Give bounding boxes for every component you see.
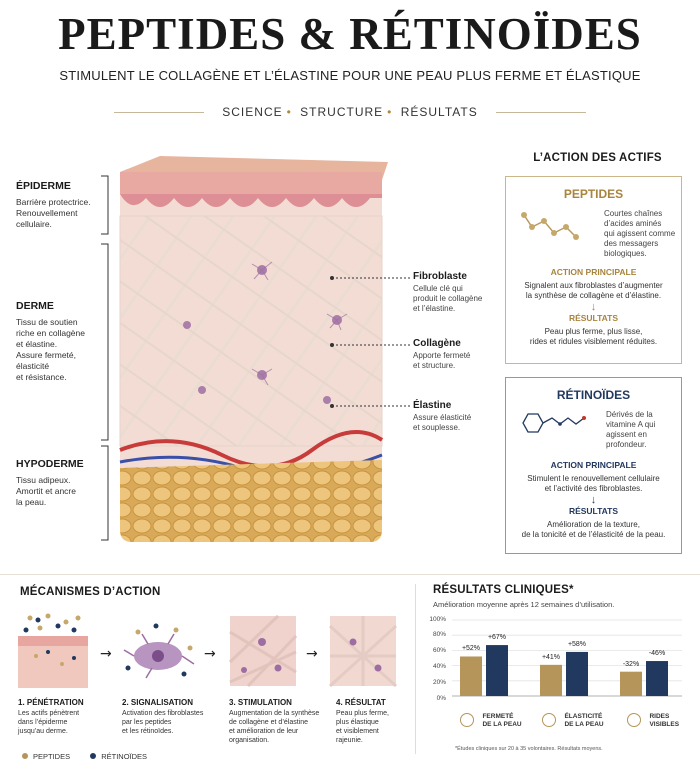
legend-retinoides-swatch (90, 753, 96, 759)
text-line: agissent en (606, 430, 647, 439)
arrow-right-icon: → (100, 646, 112, 662)
retinoides-action-heading: ACTION PRINCIPALE (550, 460, 637, 470)
text-line: rajeunie. (336, 737, 363, 744)
y-tick-label: 40% (432, 663, 446, 670)
retinoides-action-text (506, 474, 681, 494)
retinoid-molecule-icon (516, 406, 596, 440)
text-line: la synthèse de collagène et d’élastine. (525, 291, 662, 300)
data-label: +41% (541, 653, 561, 661)
text-line: Cellule clé qui (413, 284, 463, 293)
text-line: profondeur. (606, 440, 647, 449)
retinoides-desc (606, 410, 680, 450)
text-line: jusqu’au derme. (18, 728, 68, 735)
step2-illustration (124, 624, 194, 679)
legend-retinoides-label: RÉTINOÏDES (101, 752, 148, 761)
elasticity-icon (542, 713, 556, 727)
legend-peptides-label: PEPTIDES (33, 752, 71, 761)
bar-peptides (620, 672, 642, 696)
text-line: par les peptides (122, 719, 172, 726)
y-tick-label: 100% (429, 616, 446, 623)
y-tick-label: 20% (432, 679, 446, 686)
wrinkles-icon (627, 713, 641, 727)
text-line: rides et ridules visiblement réduites. (529, 337, 658, 346)
mecanismes-heading: MÉCANISMES D’ACTION (20, 586, 161, 598)
text-line: organisation. (229, 737, 270, 744)
layer-derme-text (16, 317, 101, 383)
step-4 (336, 698, 416, 745)
text-line: VISIBLES (649, 721, 680, 728)
text-line: DE LA PEAU (564, 721, 604, 728)
tagline-dot: • (286, 105, 292, 119)
page-title: PEPTIDES & RÉTINOÏDES (58, 9, 642, 59)
retinoides-result-text (506, 520, 681, 540)
step-2 (122, 698, 222, 736)
chart-title: RÉSULTATS CLINIQUES* (433, 584, 574, 596)
text-line: et les rétinoïdes. (122, 728, 174, 735)
step-1 (18, 698, 108, 736)
data-label: +67% (487, 634, 507, 642)
layer-hypoderme-text (16, 475, 101, 508)
y-tick-label: 0% (436, 695, 446, 702)
step1-illustration (18, 614, 88, 689)
bar-retinoides (486, 645, 508, 696)
annotation-elastine-text (413, 413, 503, 433)
text-line: produit le collagène (413, 294, 483, 303)
step-2-text (122, 709, 222, 736)
text-line: vitamine A qui (606, 420, 656, 429)
text-line: et élastine. (16, 339, 58, 349)
layer-epiderme-name: ÉPIDERME (16, 180, 71, 192)
peptides-title: PEPTIDES (563, 187, 624, 201)
text-line: de la tonicité et de l’élasticité de la peau. (521, 530, 666, 539)
text-line: d’acides aminés (604, 219, 662, 228)
tagline (0, 105, 700, 119)
layer-derme-name: DERME (16, 300, 54, 312)
legend (22, 752, 147, 761)
text-line: Peau plus ferme, plus lisse, (544, 327, 643, 336)
text-line: DE LA PEAU (482, 721, 522, 728)
layer-derme (16, 300, 101, 383)
text-line: et l’élastine. (413, 304, 456, 313)
clinical-results-chart (452, 616, 682, 704)
step-1-title: 1. PÉNÉTRATION (18, 698, 84, 707)
step4-illustration (330, 616, 396, 686)
data-label: -32% (622, 660, 640, 668)
text-line: Barrière protectrice. (16, 197, 91, 207)
arrow-right-icon: → (204, 646, 216, 662)
peptides-card (505, 176, 682, 364)
retinoides-title: RÉTINOÏDES (556, 388, 631, 402)
category-elasticite (542, 713, 604, 731)
tagline-word: STRUCTURE (300, 105, 384, 119)
category-fermete (460, 713, 522, 731)
tagline-word: RÉSULTATS (400, 105, 478, 119)
text-line: Amélioration de la texture, (547, 520, 640, 529)
text-line: Dérivés de la (606, 410, 653, 419)
text-line: qui agissent comme (604, 229, 676, 238)
text-line: de collagène et d’élastine (229, 719, 309, 726)
text-line: riche en collagène (16, 328, 85, 338)
retinoides-action (506, 460, 681, 540)
layer-epiderme (16, 180, 101, 230)
bar-retinoides (566, 652, 588, 696)
text-line: dans l’épiderme (18, 719, 68, 726)
text-line: et visiblement (336, 728, 379, 735)
data-label: -46% (648, 650, 666, 658)
annotation-fibroblaste-name: Fibroblaste (413, 271, 467, 282)
text-line: Apporte fermeté (413, 351, 471, 360)
peptide-molecule-icon (518, 207, 588, 247)
tagline-dot: • (387, 105, 393, 119)
tagline-rule-right (496, 112, 586, 113)
text-line: des messagers (604, 239, 659, 248)
text-line: et structure. (413, 361, 456, 370)
bar-retinoides (646, 661, 668, 696)
y-tick-label: 60% (432, 647, 446, 654)
annotation-leaders (330, 270, 420, 420)
annotation-fibroblaste-text (413, 284, 503, 314)
category-fermete-label (482, 713, 521, 729)
chart-footnote: *Études cliniques sur 20 à 35 volontaires. Résultats moyens. (455, 746, 603, 752)
text-line: Amortit et ancre (16, 486, 76, 496)
peptides-result-text (506, 327, 681, 347)
mecanismes-illustrations (18, 612, 398, 692)
text-line: cellulaire. (16, 219, 52, 229)
step-2-title: 2. SIGNALISATION (122, 698, 193, 707)
step3-illustration (230, 616, 296, 686)
section-divider (0, 574, 700, 575)
annotation-collagene-text (413, 351, 503, 371)
legend-peptides-swatch (22, 753, 28, 759)
text-line: la peau. (16, 497, 47, 507)
text-line: Les actifs pénètrent (18, 710, 80, 717)
peptides-action-heading: ACTION PRINCIPALE (550, 267, 637, 277)
bar-peptides (460, 656, 482, 696)
arrow-down-icon: ↓ (590, 494, 597, 506)
text-line: Assure élasticité (413, 413, 472, 422)
text-line: et amélioration de leur (229, 728, 299, 735)
y-tick-label: 80% (432, 631, 446, 638)
text-line: élasticité (16, 361, 50, 371)
data-label: +58% (567, 640, 587, 648)
text-line: RIDES (649, 713, 670, 720)
tagline-word: SCIENCE (222, 105, 283, 119)
category-elasticite-label (564, 713, 603, 729)
arrow-right-icon: → (306, 646, 318, 662)
text-line: et résistance. (16, 372, 67, 382)
text-line: Peau plus ferme, (336, 710, 389, 717)
text-line: ÉLASTICITÉ (564, 713, 603, 720)
chart-subtitle: Amélioration moyenne après 12 semaines d’utilisation. (433, 600, 615, 609)
actifs-heading: L’ACTION DES ACTIFS (533, 152, 662, 164)
category-rides-label (649, 713, 679, 729)
text-line: Assure fermeté, (16, 350, 76, 360)
peptides-action-text (506, 281, 681, 301)
bar-peptides (540, 665, 562, 696)
annotation-elastine (413, 400, 503, 433)
step-3-text (229, 709, 329, 745)
text-line: Renouvellement (16, 208, 78, 218)
arrow-down-icon: ↓ (590, 301, 597, 313)
text-line: Tissu adipeux. (16, 475, 71, 485)
annotation-collagene (413, 338, 503, 371)
annotation-collagene-name: Collagène (413, 338, 461, 349)
text-line: Courtes chaînes (604, 209, 663, 218)
tagline-rule-left (114, 112, 204, 113)
step-3-title: 3. STIMULATION (229, 698, 292, 707)
peptides-action (506, 267, 681, 347)
data-label: +52% (461, 645, 481, 653)
retinoides-result-heading: RÉSULTATS (568, 506, 619, 516)
layer-epiderme-text (16, 197, 101, 230)
peptides-desc (604, 209, 680, 259)
step-3 (229, 698, 329, 745)
peptides-result-heading: RÉSULTATS (568, 313, 619, 323)
text-line: et souplesse. (413, 423, 461, 432)
text-line: Stimulent le renouvellement cellulaire (527, 474, 660, 483)
text-line: et l’activité des fibroblastes. (544, 484, 643, 493)
layer-hypoderme (16, 458, 101, 508)
firmness-icon (460, 713, 474, 727)
text-line: Signalent aux fibroblastes d’augmenter (524, 281, 663, 290)
step-4-title: 4. RÉSULTAT (336, 698, 386, 707)
annotation-elastine-name: Élastine (413, 400, 452, 411)
text-line: FERMETÉ (482, 713, 514, 720)
step-1-text (18, 709, 108, 736)
text-line: plus élastique (336, 719, 379, 726)
text-line: Augmentation de la synthèse (229, 710, 320, 717)
layer-hypoderme-name: HYPODERME (16, 458, 84, 470)
text-line: Activation des fibroblastes (122, 710, 204, 717)
retinoides-card (505, 377, 682, 554)
category-rides (627, 713, 679, 731)
annotation-fibroblaste (413, 271, 503, 314)
page-subtitle: STIMULENT LE COLLAGÈNE ET L’ÉLASTINE POUR UNE PEAU PLUS FERME ET ÉLASTIQUE (59, 68, 641, 83)
text-line: biologiques. (604, 249, 647, 258)
step-4-text (336, 709, 416, 745)
text-line: Tissu de soutien (16, 317, 78, 327)
